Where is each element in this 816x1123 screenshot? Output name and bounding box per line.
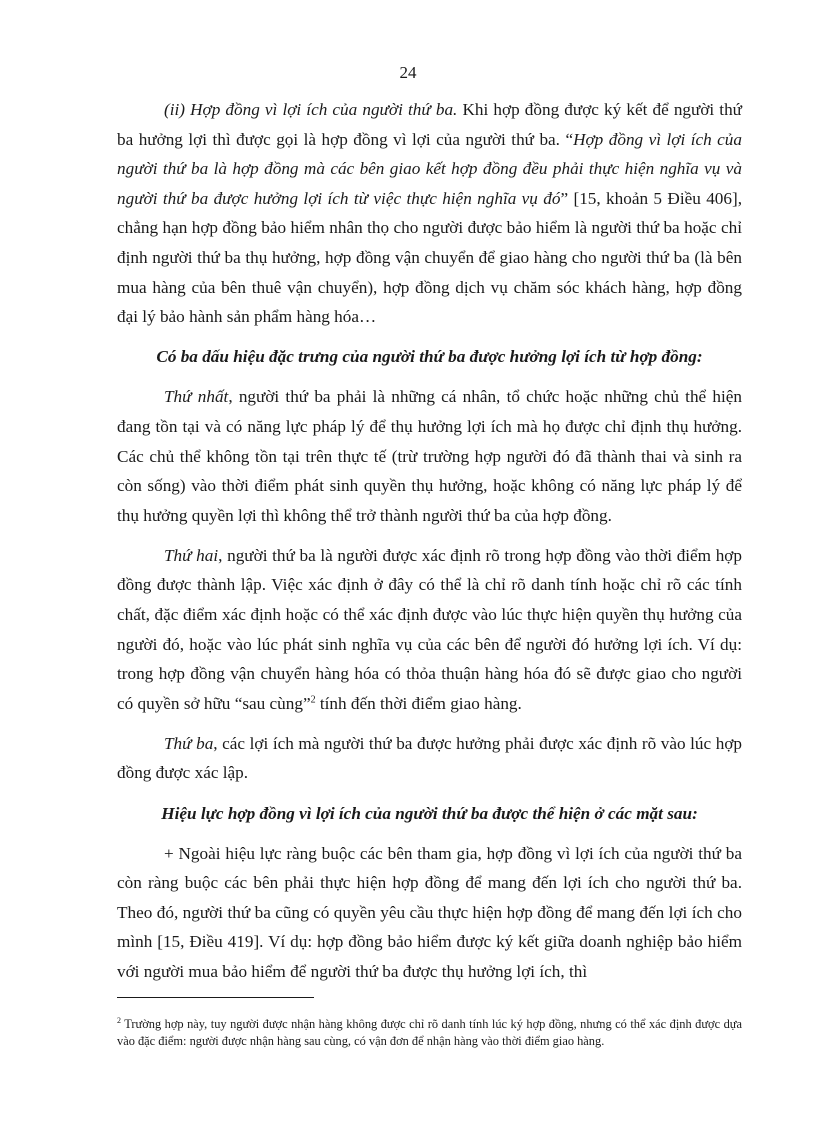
footnote-text: Trường hợp này, tuy người được nhận hàng không được chỉ rõ danh tính lúc ký hợp đồng, nhưng có thể xác định được dựa vào đặc điểm: người được nhận hàng sau cùng, có vận đơn để nhận hàng vào thời điểm giao hàng. xyxy=(117,1017,742,1048)
paragraph-lead: Thứ hai xyxy=(164,545,219,565)
quoted-definition: Hợp đồng vì lợi ích của người thứ ba là hợp đồng mà các bên giao kết hợp đồng đều phải thực hiện nghĩa vụ và người thứ ba được hưởng lợi ích từ việc thực hiện nghĩa vụ đó xyxy=(117,129,742,208)
paragraph-second-sign xyxy=(117,541,742,719)
footnote-marker: 2 xyxy=(117,1015,121,1025)
paragraph-effect xyxy=(117,839,742,987)
page-number: 24 xyxy=(399,63,417,82)
footnote-divider xyxy=(117,997,314,998)
paragraph-text: tính đến thời điểm giao hàng. xyxy=(315,693,522,713)
body-text xyxy=(117,95,742,997)
paragraph-text: , người thứ ba là người được xác định rõ trong hợp đồng vào thời điểm hợp đồng được thành lập. Việc xác định ở đây có thể là chỉ rõ danh tính hoặc chỉ rõ các tính chất, đặc điểm xác định hoặc có thể xác định được vào lúc thực hiện quyền thụ hưởng của người đó, hoặc vào lúc phát sinh nghĩa vụ của các bên để người đó hưởng lợi ích. Ví dụ: trong hợp đồng vận chuyển hàng hóa có thỏa thuận hàng hóa đó sẽ được giao cho người có quyền sở hữu “sau cùng” xyxy=(117,545,742,713)
paragraph-first-sign xyxy=(117,382,742,530)
section-heading: Hiệu lực hợp đồng vì lợi ích của người thứ ba được thể hiện ở các mặt sau: xyxy=(161,803,698,823)
paragraph-third-sign xyxy=(117,729,742,788)
paragraph-text: , các lợi ích mà người thứ ba được hưởng phải được xác định rõ vào lúc hợp đồng được xác lập. xyxy=(117,733,743,783)
paragraph-lead: Thứ nhất xyxy=(164,387,229,407)
section-heading: Có ba dấu hiệu đặc trưng của người thứ ba được hưởng lợi ích từ hợp đồng: xyxy=(156,347,703,367)
paragraph-third-party-contract xyxy=(117,95,742,332)
footnote xyxy=(117,1016,742,1050)
paragraph-text: + Ngoài hiệu lực ràng buộc các bên tham gia, hợp đồng vì lợi ích của người thứ ba còn ràng buộc các bên phải thực hiện hợp đồng để mang đến lợi ích cho người thứ ba. Theo đó, người thứ ba cũng có quyền yêu cầu thực hiện hợp đồng để mang đến lợi ích cho mình [15, Điều 419]. Ví dụ: hợp đồng bảo hiểm được ký kết giữa doanh nghiệp bảo hiểm với người mua bảo hiểm để người thứ ba được thụ hưởng lợi ích, thì xyxy=(117,843,742,982)
paragraph-text: , người thứ ba phải là những cá nhân, tổ chức hoặc những chủ thể hiện đang tồn tại và có năng lực pháp lý để thụ hưởng lợi ích mà họ được chỉ định thụ hưởng. Các chủ thể không tồn tại trên thực tế (trừ trường hợp người đó đã thành thai và sinh ra còn sống) vào thời điểm phát sinh quyền thụ hưởng, hoặc không có năng lực pháp lý để thụ hưởng quyền lợi thì không thể trở thành người thứ ba của hợp đồng. xyxy=(117,387,742,525)
paragraph-lead: (ii) Hợp đồng vì lợi ích của người thứ ba. xyxy=(164,100,458,119)
paragraph-text: Khi hợp đồng được ký kết để người thứ ba hưởng lợi thì được gọi là hợp đồng vì lợi của người thứ ba. “ xyxy=(117,100,742,149)
footnote-reference[interactable]: 2 xyxy=(310,694,316,706)
paragraph-text: ” [15, khoản 5 Điều 406], chẳng hạn hợp đồng bảo hiểm nhân thọ cho người được bảo hiểm là người thứ ba hoặc chỉ định người thứ ba thụ hưởng, hợp đồng vận chuyển để giao hàng cho người thứ ba (là bên mua hàng của bên thuê vận chuyển), hợp đồng dịch vụ chăm sóc khách hàng, hợp đồng đại lý bảo hành sản phẩm hàng hóa… xyxy=(117,188,742,327)
paragraph-lead: Thứ ba xyxy=(164,733,214,753)
